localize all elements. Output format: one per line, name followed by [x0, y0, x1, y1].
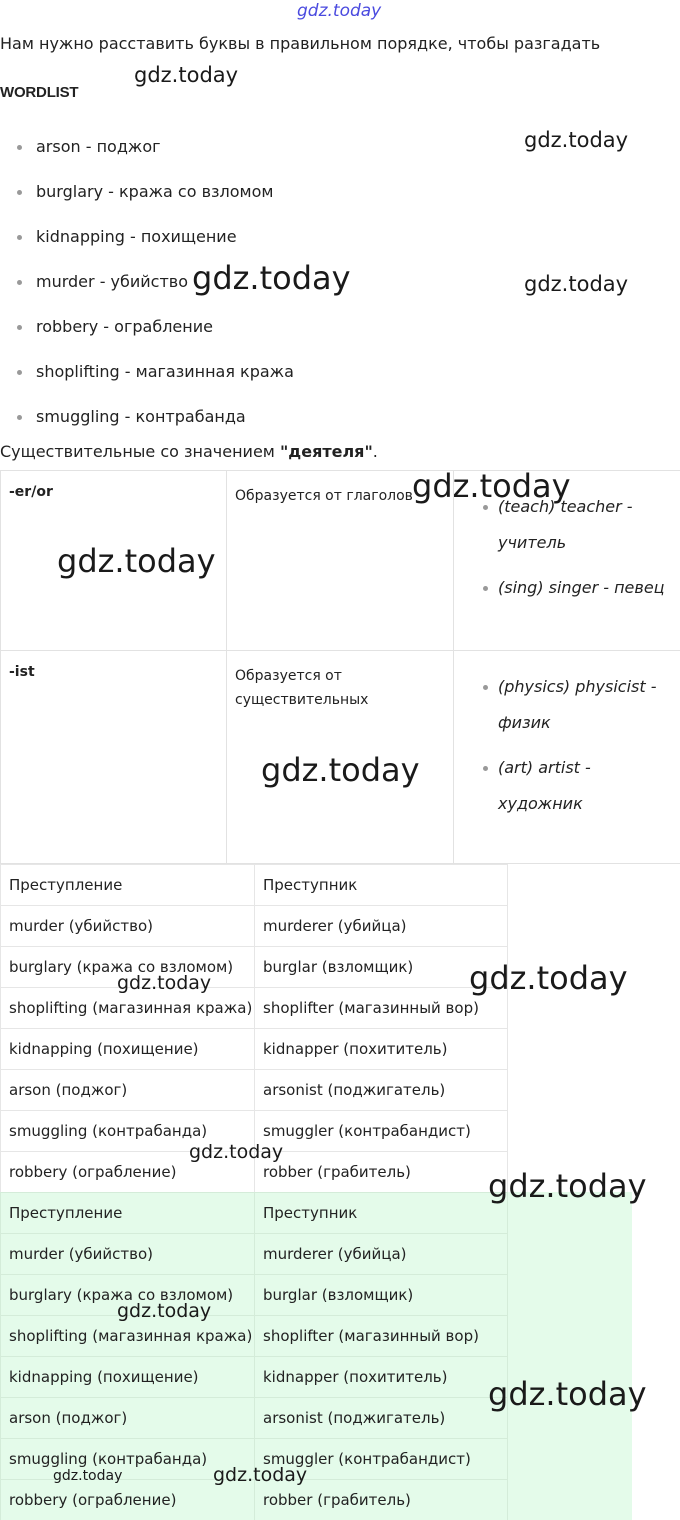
watermark: gdz.today [53, 1468, 123, 1484]
table-row [1, 1275, 508, 1316]
crime-cell: smuggling (контрабанда) [1, 1111, 255, 1152]
table-header-row [1, 1193, 508, 1234]
crime-cell: arson (поджог) [1, 1070, 255, 1111]
table-row [1, 906, 508, 947]
crime-cell: kidnapping (похищение) [1, 1029, 255, 1070]
table-header-row [1, 865, 508, 906]
watermark: gdz.today [134, 63, 239, 87]
wordlist-item: robbery - ограбление [0, 307, 294, 352]
wordlist-item: smuggling - контрабанда [0, 397, 294, 442]
agent-nouns-caption [0, 442, 378, 461]
watermark-top: gdz.today [297, 1, 382, 21]
watermark: gdz.today [57, 542, 216, 580]
criminal-cell: smuggler (контрабандист) [255, 1111, 508, 1152]
watermark: gdz.today [524, 272, 629, 296]
watermark: gdz.today [192, 259, 351, 297]
crime-cell: smuggling (контрабанда) [1, 1439, 255, 1480]
wordlist-item: arson - поджог [0, 127, 294, 172]
criminal-cell: robber (грабитель) [255, 1480, 508, 1520]
suffix-description: Образуется от существительных [227, 651, 454, 864]
wordlist-item: shoplifting - магазинная кража [0, 352, 294, 397]
criminal-cell: smuggler (контрабандист) [255, 1439, 508, 1480]
caption-bold: "деятеля" [279, 442, 373, 461]
table-row [1, 1070, 508, 1111]
watermark: gdz.today [117, 972, 212, 994]
example-item: (art) artist - художник [462, 750, 672, 822]
watermark: gdz.today [524, 128, 629, 152]
crime-cell: burglary (кража со взломом) [1, 1275, 255, 1316]
crime-cell: kidnapping (похищение) [1, 1357, 255, 1398]
watermark: gdz.today [213, 1464, 308, 1486]
suffix-description: Образуется от глаголов [227, 471, 454, 651]
examples-list [462, 669, 672, 822]
criminal-cell: kidnapper (похититель) [255, 1029, 508, 1070]
examples-list [462, 489, 672, 606]
criminal-cell: shoplifter (магазинный вор) [255, 1316, 508, 1357]
watermark: gdz.today [261, 751, 420, 789]
table-row [1, 1357, 508, 1398]
criminal-cell: murderer (убийца) [255, 906, 508, 947]
wordlist-item: kidnapping - похищение [0, 217, 294, 262]
watermark: gdz.today [189, 1141, 284, 1163]
criminal-cell: arsonist (поджигатель) [255, 1070, 508, 1111]
header-crime: Преступление [1, 865, 255, 906]
suffix-cell: -ist [1, 651, 227, 864]
caption-text: Существительные со значением [0, 442, 280, 461]
example-item: (physics) physicist - физик [462, 669, 672, 741]
crime-cell: robbery (ограбление) [1, 1480, 255, 1520]
criminal-cell: kidnapper (похититель) [255, 1357, 508, 1398]
watermark: gdz.today [488, 1375, 647, 1413]
suffix-table [0, 467, 680, 864]
crime-cell: murder (убийство) [1, 1234, 255, 1275]
criminal-cell: shoplifter (магазинный вор) [255, 988, 508, 1029]
crime-cell: murder (убийство) [1, 906, 255, 947]
criminal-cell: burglar (взломщик) [255, 947, 508, 988]
criminal-cell: arsonist (поджигатель) [255, 1398, 508, 1439]
crime-cell: arson (поджог) [1, 1398, 255, 1439]
header-criminal: Преступник [255, 1193, 508, 1234]
wordlist-item: burglary - кража со взломом [0, 172, 294, 217]
table-row [1, 988, 508, 1029]
caption-end: . [372, 442, 378, 461]
header-crime: Преступление [1, 1193, 255, 1234]
table-row [1, 1398, 508, 1439]
crime-cell: robbery (ограбление) [1, 1152, 255, 1193]
header-criminal: Преступник [255, 865, 508, 906]
suffix-examples [454, 651, 680, 864]
criminal-cell: murderer (убийца) [255, 1234, 508, 1275]
table-row [1, 1029, 508, 1070]
crime-cell: shoplifting (магазинная кража) [1, 1316, 255, 1357]
table-row [1, 1316, 508, 1357]
watermark: gdz.today [412, 467, 571, 505]
table-row [1, 947, 508, 988]
wordlist-item: murder - убийство [0, 262, 294, 307]
example-item: (teach) teacher - учитель [462, 489, 672, 561]
suffix-cell: -er/or [1, 471, 227, 651]
crime-cell: burglary (кража со взломом) [1, 947, 255, 988]
wordlist-heading: WORDLIST [0, 84, 79, 101]
crime-cell: shoplifting (магазинная кража) [1, 988, 255, 1029]
criminal-cell: burglar (взломщик) [255, 1275, 508, 1316]
criminal-cell: robber (грабитель) [255, 1152, 508, 1193]
intro-text: Нам нужно расставить буквы в правильном порядке, чтобы разгадать [0, 34, 601, 53]
example-item: (sing) singer - певец [462, 570, 672, 606]
table-row [1, 1234, 508, 1275]
watermark: gdz.today [469, 959, 628, 997]
watermark: gdz.today [117, 1300, 212, 1322]
watermark: gdz.today [488, 1167, 647, 1205]
